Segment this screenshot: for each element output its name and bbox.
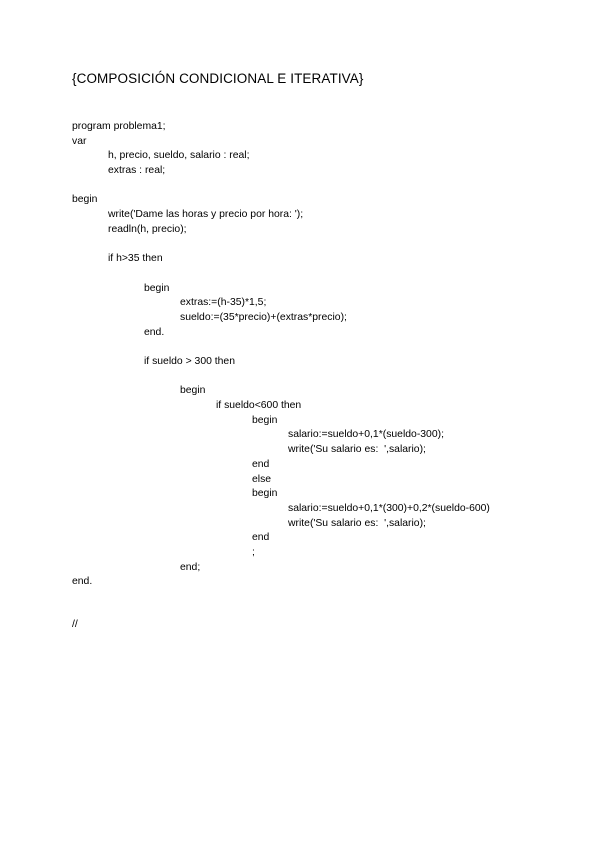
code-line: end. [72, 576, 93, 588]
code-line: else [252, 473, 272, 485]
code-line [72, 340, 490, 355]
code-line: write('Su salario es: ',salario); [288, 517, 426, 529]
code-line: extras : real; [108, 165, 166, 177]
code-line: if sueldo > 300 then [144, 356, 235, 367]
code-line: end [252, 532, 270, 544]
code-line: if sueldo<600 then [216, 400, 302, 412]
code-line: begin [72, 194, 98, 206]
code-line [72, 179, 490, 194]
code-line: end [252, 458, 270, 470]
code-line: write('Su salario es: ',salario); [288, 444, 426, 456]
code-line: extras:=(h-35)*1,5; [180, 297, 267, 309]
code-line: begin [252, 488, 278, 500]
code-line [72, 238, 490, 253]
code-line: salario:=sueldo+0,1*(300)+0,2*(sueldo-600) [288, 502, 490, 514]
code-listing [72, 120, 490, 590]
code-line: begin [180, 385, 206, 397]
code-line: if h>35 then [108, 253, 163, 265]
code-line: readln(h, precio); [108, 223, 187, 235]
code-line: ; [252, 546, 255, 558]
code-line: end. [144, 326, 165, 338]
code-line: h, precio, sueldo, salario : real; [108, 150, 250, 162]
footer-comment: // [72, 619, 78, 630]
code-line: program problema1; [72, 121, 166, 132]
code-line: sueldo:=(35*precio)+(extras*precio); [180, 311, 347, 323]
document-title: {COMPOSICIÓN CONDICIONAL E ITERATIVA} [72, 71, 364, 86]
code-line [72, 370, 490, 385]
code-line: begin [144, 282, 170, 294]
code-line: end; [180, 561, 201, 573]
code-line: var [72, 135, 87, 147]
code-line: begin [252, 414, 278, 426]
code-line [72, 267, 490, 282]
code-line: salario:=sueldo+0,1*(sueldo-300); [288, 429, 444, 441]
code-line: write('Dame las horas y precio por hora: '); [108, 209, 304, 221]
